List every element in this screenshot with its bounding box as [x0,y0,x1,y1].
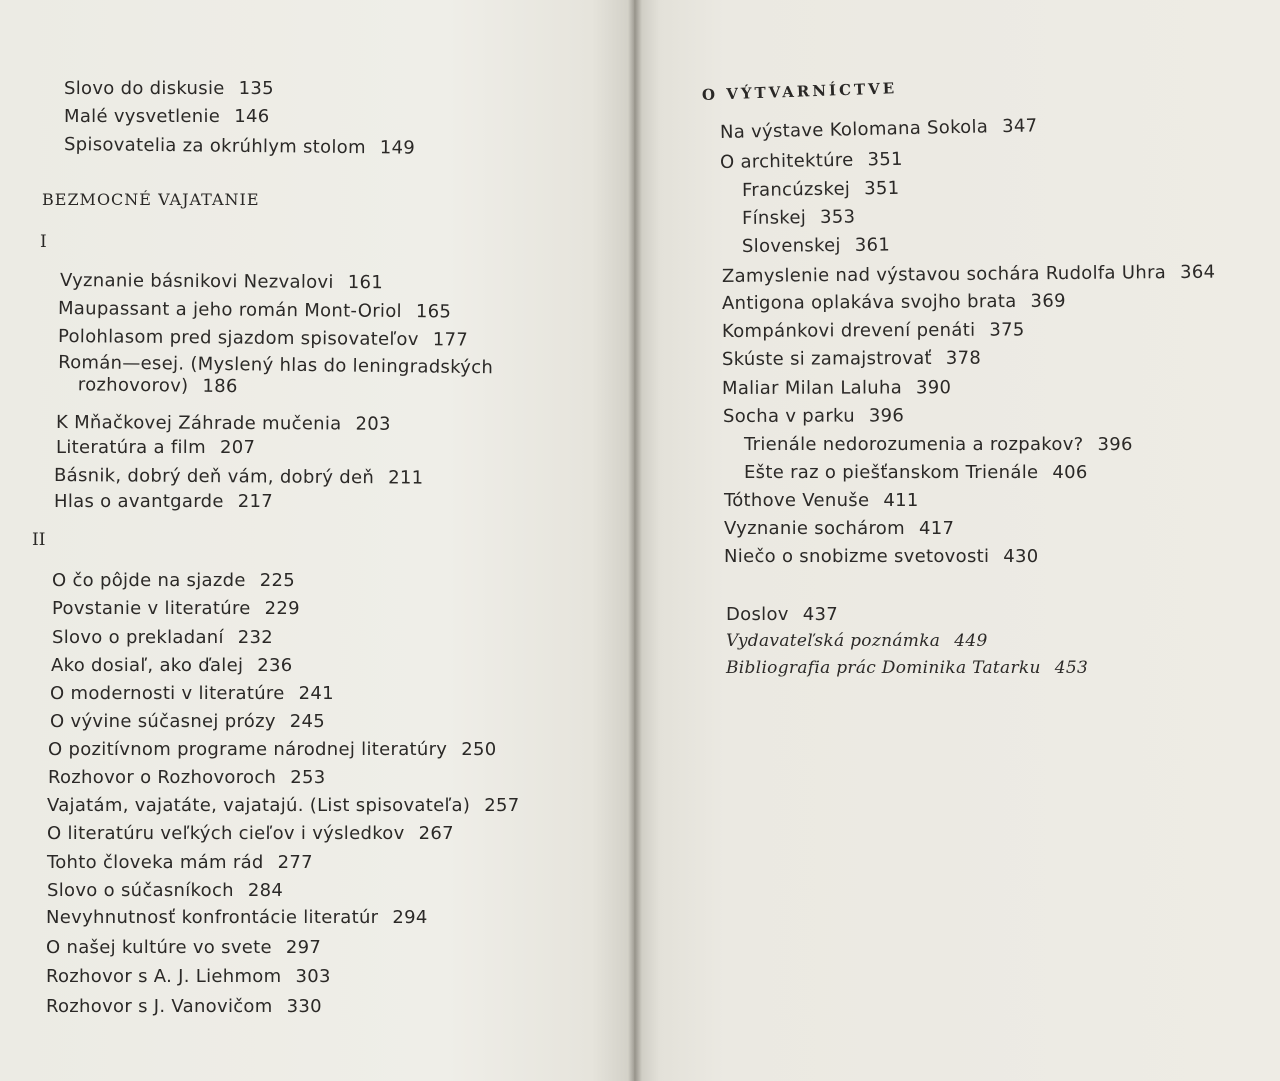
entry-title: Zamyslenie nad výstavou sochára Rudolfa Uhra [721,262,1167,287]
toc-entry [54,465,424,489]
entry-title: O modernosti v literatúre [50,683,285,704]
entry-page: 257 [484,795,520,816]
entry-title: Povstanie v literatúre [52,598,251,619]
entry-page: 411 [883,490,919,511]
entry-title: O pozitívnom programe národnej literatúry [48,739,448,760]
entry-page: 294 [392,907,428,928]
entry-page: 277 [277,852,313,873]
entry-title: Vydavateľská poznámka [726,631,941,651]
toc-entry [722,377,951,399]
entry-title: O architektúre [719,149,854,173]
entry-page: 229 [264,598,300,619]
entry-title: Trienále nedorozumenia a rozpakov? [744,434,1084,455]
toc-entry [46,937,321,958]
entry-page: 406 [1052,462,1088,483]
toc-entry [46,996,322,1017]
toc-entry [48,739,497,760]
entry-page: 396 [1097,434,1133,455]
entry-page: 390 [915,377,952,399]
entry-title: Polohlasom pred sjazdom spisovateľov [57,326,419,351]
entry-page: 207 [219,437,256,458]
toc-entry [720,149,903,173]
toc-entry [58,298,451,322]
toc-entry [56,412,391,435]
entry-page: 245 [289,711,326,732]
toc-entry [722,319,1025,342]
entry-page: 225 [259,570,295,591]
entry-title: Niečo o snobizme svetovosti [724,546,990,567]
entry-page: 364 [1179,261,1216,284]
toc-entry [724,490,919,511]
entry-title: Slovo o súčasníkoch [47,880,234,901]
entry-page: 378 [945,347,982,369]
toc-entry [724,518,954,539]
entry-title: Rozhovor o Rozhovoroch [48,767,277,788]
section-heading: O VÝTVARNÍCTVE [701,79,898,104]
entry-title: Spisovatelia za okrúhlym stolom [63,134,366,159]
entry-title: Ako dosiaľ, ako ďalej [51,655,244,676]
toc-entry-backmatter [726,631,988,651]
toc-entry [46,966,331,987]
entry-page: 449 [954,631,988,651]
entry-title: Bibliografia prác Dominika Tatarku [726,658,1041,678]
entry-page: 253 [290,767,326,788]
toc-entry [51,655,293,676]
entry-page: 430 [1003,546,1039,567]
toc-entry [58,326,468,351]
toc-entry [64,134,415,159]
entry-page: 241 [298,683,334,704]
toc-entry [54,491,273,512]
entry-page: 250 [461,739,497,760]
toc-entry [50,711,325,732]
toc-entry [722,262,1216,287]
toc-entry [52,598,300,619]
entry-title: Francúzskej [741,178,851,201]
entry-title: O vývine súčasnej prózy [50,711,276,732]
toc-entry-sub [742,234,890,257]
toc-entry [47,880,283,901]
entry-page: 353 [819,206,856,228]
entry-title: Román—esej. (Myslený hlas do leningradských [58,352,494,379]
entry-page: 437 [802,604,838,625]
entry-title-continuation: rozhovorov) [77,374,189,397]
entry-title: Kompánkovi drevení penáti [721,319,976,342]
entry-page: 284 [247,880,284,901]
entry-page: 232 [237,627,274,648]
entry-page: 375 [989,319,1025,341]
toc-entry [60,270,383,293]
toc-entry [64,78,274,99]
entry-title: Malé vysvetlenie [64,106,221,127]
entry-title: Slovo do diskusie [64,78,225,99]
entry-title: Literatúra a film [56,437,206,458]
entry-page: 297 [285,937,322,958]
entry-page: 267 [418,823,454,844]
entry-title: O literatúru veľkých cieľov i výsledkov [47,823,405,844]
entry-title: Tóthove Venuše [724,490,870,511]
entry-page: 351 [864,177,900,200]
entry-title: O našej kultúre vo svete [46,937,272,958]
entry-page: 203 [355,413,391,435]
book-gutter [628,0,642,1081]
entry-title: Rozhovor s J. Vanovičom [46,996,273,1017]
entry-page: 135 [238,78,274,99]
toc-entry [50,683,334,704]
toc-entry-backmatter [726,658,1088,678]
entry-page: 186 [202,375,238,398]
toc-entry [52,570,295,591]
toc-entry-sub [742,178,900,201]
entry-page: 453 [1054,658,1089,678]
section-heading: BEZMOCNÉ VAJATANIE [42,190,260,209]
entry-page: 369 [1030,290,1066,312]
toc-entry [720,115,1038,143]
part-label: II [32,530,46,550]
entry-title: Slovenskej [741,234,841,257]
toc-entry [47,823,454,844]
entry-title: Na výstave Kolomana Sokola [719,116,989,143]
entry-page: 236 [257,655,293,676]
entry-page: 417 [918,518,955,539]
entry-page: 177 [432,329,469,351]
entry-title: Vajatám, vajatáte, vajatajú. (List spisovateľa) [47,795,471,816]
toc-entry-sub [744,434,1133,455]
entry-title: Vyznanie básnikovi Nezvalovi [59,270,334,293]
toc-entry-backmatter [726,604,838,625]
toc-entry [722,291,1066,314]
entry-page: 361 [854,234,891,256]
toc-entry-multiline [58,352,494,401]
part-label: I [40,232,47,252]
entry-title: Antigona oplakáva svojho brata [721,290,1017,314]
entry-title: Maliar Milan Laluha [721,377,903,399]
entry-title: Tohto človeka mám rád [47,852,264,873]
entry-title: Nevyhnutnosť konfrontácie literatúr [46,907,379,928]
entry-title: Socha v parku [722,405,855,427]
entry-title: Doslov [726,604,789,625]
toc-entry [724,546,1039,567]
entry-page: 396 [868,405,905,427]
entry-page: 351 [867,148,903,171]
entry-page: 330 [286,996,322,1017]
entry-page: 146 [234,106,270,127]
toc-entry [64,106,269,127]
entry-page: 347 [1001,115,1038,138]
toc-entry [52,627,273,648]
toc-entry-sub [744,462,1088,483]
entry-title: Hlas o avantgarde [54,491,224,512]
toc-entry-sub [742,206,856,229]
entry-title: Vyznanie sochárom [724,518,905,539]
entry-title: Fínskej [741,207,807,229]
entry-title: O čo pôjde na sjazde [52,570,246,591]
toc-entry [46,907,428,928]
toc-entry [56,437,255,458]
entry-page: 161 [347,272,384,294]
entry-page: 149 [379,137,416,159]
toc-entry [47,852,313,873]
entry-title: Básnik, dobrý deň vám, dobrý deň [53,465,375,489]
toc-entry [723,405,904,427]
entry-page: 303 [295,966,331,987]
entry-title: Ešte raz o piešťanskom Trienále [744,462,1039,483]
entry-page: 211 [388,467,424,489]
left-page [0,0,636,1081]
entry-title: Slovo o prekladaní [52,627,224,648]
entry-page: 217 [237,491,273,512]
entry-title: K Mňačkovej Záhrade mučenia [55,412,342,435]
toc-entry [48,767,326,788]
right-page [634,0,1280,1081]
toc-entry [47,795,519,816]
entry-title: Maupassant a jeho román Mont-Oriol [57,298,402,323]
entry-title: Skúste si zamajstrovať [721,347,932,370]
entry-page: 165 [415,301,452,323]
toc-entry [722,348,981,370]
entry-title: Rozhovor s A. J. Liehmom [46,966,282,987]
